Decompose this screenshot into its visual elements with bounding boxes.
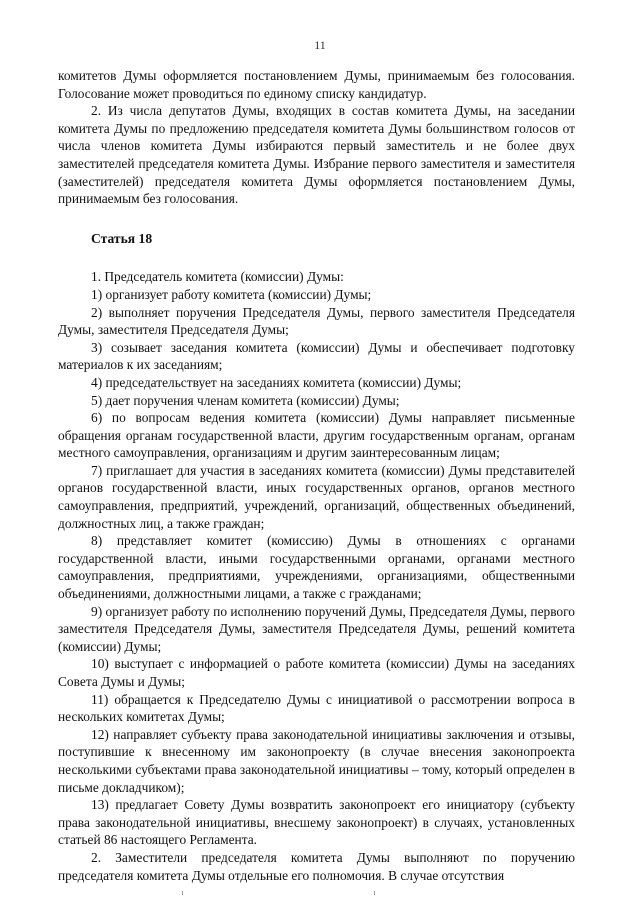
page-number: 11 xyxy=(314,38,326,52)
article-item: 2. Заместители председателя комитета Думы выполняют по поручению председателя комитета Думы отдельные его полномочия. В случае отсутствия xyxy=(58,849,575,883)
scan-artifacts xyxy=(0,891,640,897)
article-item: 1) организует работу комитета (комиссии) Думы; xyxy=(91,286,372,302)
paragraph-deputies-election: 2. Из числа депутатов Думы, входящих в состав комитета Думы, на заседании комитета Думы по предложению председателя комитета Думы большинством голосов от числа членов комитета Думы избираются первый заместитель и не более двух заместителей председателя комитета Думы. Избрание первого заместителя и заместителя (заместителей) председателя комитета Думы оформляется постановлением Думы, принимаемым без голосования. xyxy=(58,103,575,207)
article-item: 5) дает поручения членам комитета (комиссии) Думы; xyxy=(91,392,400,408)
article-item: 6) по вопросам ведения комитета (комиссии) Думы направляет письменные обращения органам государственной власти, другим государственным органам, органам местного самоуправления, организациям и другим заинтересованным лицам; xyxy=(58,410,575,461)
article-heading: Статья 18 xyxy=(91,230,153,246)
document-body xyxy=(58,67,575,884)
paragraph-continuation: комитетов Думы оформляется постановлением Думы, принимаемым без голосования. Голосование может проводиться по единому списку кандидатур. xyxy=(58,68,575,101)
article-item: 13) предлагает Совету Думы возвратить законопроект его инициатору (субъекту права законодательной инициативы, внесшему законопроект) в случаях, установленных статьей 86 настоящего Регламента. xyxy=(58,797,575,848)
article-item: 12) направляет субъекту права законодательной инициативы заключения и отзывы, поступившие к внесенному им законопроекту (в случае внесения законопроекта несколькими субъектами права законодательной инициативы – тому, который определен в письме докладчиком); xyxy=(58,726,575,795)
article-item: 11) обращается к Председателю Думы с инициативой о рассмотрении вопроса в нескольких комитетах Думы; xyxy=(58,691,575,725)
article-item: 7) приглашает для участия в заседаниях комитета (комиссии) Думы представителей органов государственной власти, иных государственных органов, органов местного самоуправления, предприятий, учреждений, организаций, общественных объединений, должностных лиц, а также граждан; xyxy=(58,462,575,531)
article-item: 4) председательствует на заседаниях комитета (комиссии) Думы; xyxy=(91,374,462,390)
article-item: 3) созывает заседания комитета (комиссии) Думы и обеспечивает подготовку материалов к их заседаниям; xyxy=(58,339,575,373)
article-item: 10) выступает с информацией о работе комитета (комиссии) Думы на заседаниях Совета Думы и Думы; xyxy=(58,656,575,689)
article-item: 8) представляет комитет (комиссию) Думы в отношениях с органами государственной власти, иными государственными органами, органами местного самоуправления, предприятиями, учреждениями, организациями, общественными объединениями, должностными лицами, а также с гражданами; xyxy=(58,533,575,602)
article-item: 9) организует работу по исполнению поручений Думы, Председателя Думы, первого заместителя Председателя Думы, заместителя Председателя Думы, решений комитета (комиссии) Думы; xyxy=(58,603,575,654)
article-item: 1. Председатель комитета (комиссии) Думы: xyxy=(91,269,344,285)
article-item: 2) выполняет поручения Председателя Думы, первого заместителя Председателя Думы, заместителя Председателя Думы; xyxy=(58,304,575,338)
